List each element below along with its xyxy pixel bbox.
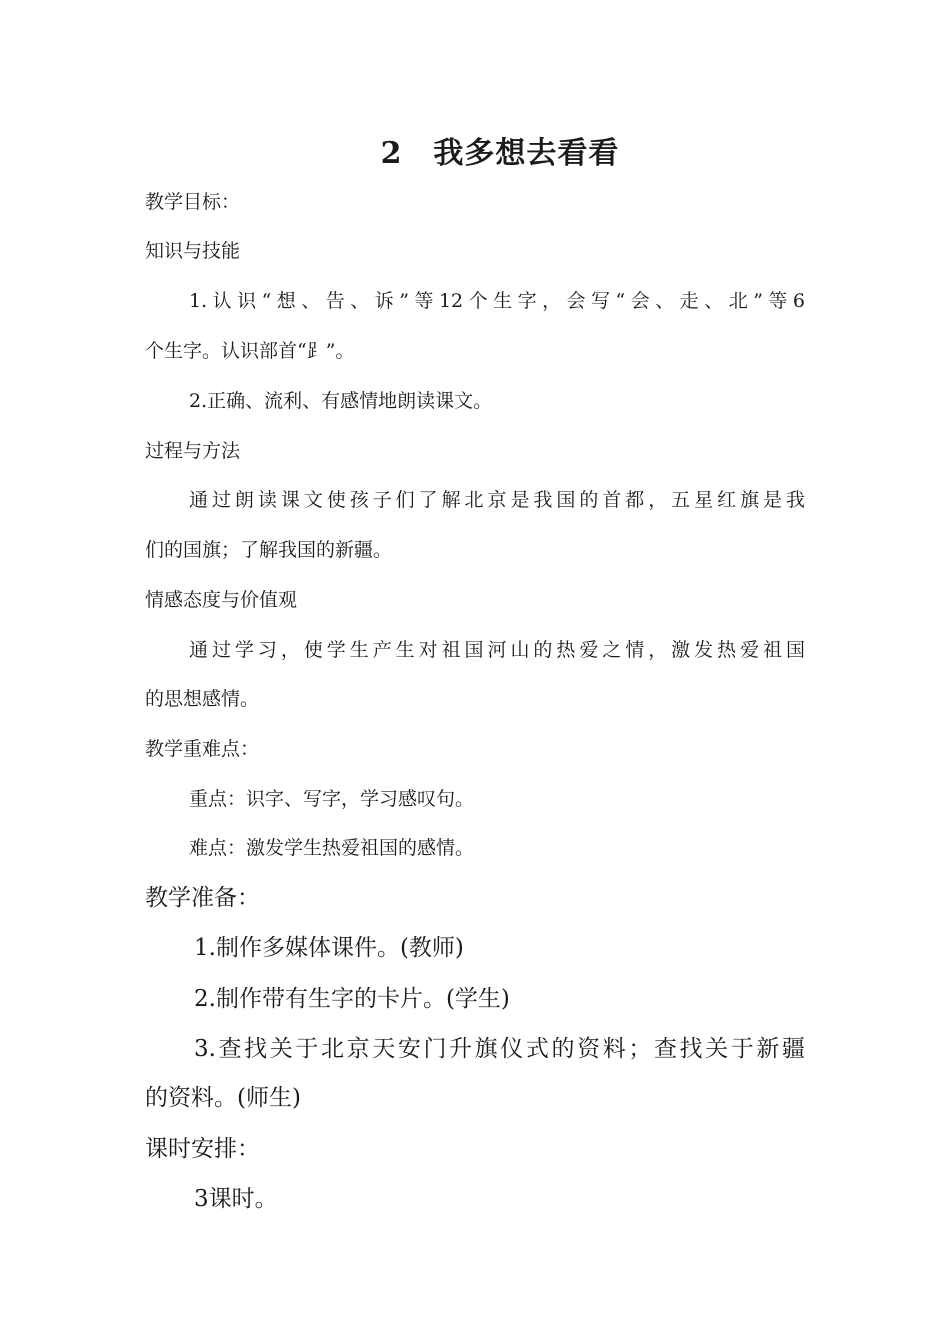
heading-process-methods: 过程与方法 xyxy=(145,440,241,462)
emotion-paragraph-line-2: 的思想感情。 xyxy=(145,688,260,710)
key-point: 重点：识字、写字，学习感叹句。 xyxy=(189,788,475,810)
difficult-point: 难点：激发学生热爱祖国的感情。 xyxy=(189,837,475,859)
heading-teaching-preparation: 教学准备： xyxy=(145,885,260,911)
heading-lesson-arrangement: 课时安排： xyxy=(145,1136,260,1162)
preparation-item-3-line-1: 3.查找关于北京天安门升旗仪式的资料；查找关于新疆 xyxy=(194,1036,805,1062)
heading-key-difficult-points: 教学重难点： xyxy=(145,738,260,760)
document-title: 2 我多想去看看 xyxy=(380,136,620,171)
preparation-item-2: 2.制作带有生字的卡片。(学生) xyxy=(194,986,510,1012)
process-paragraph-line-2: 们的国旗；了解我国的新疆。 xyxy=(145,539,393,561)
process-paragraph-line-1: 通过朗读课文使孩子们了解北京是我国的首都，五星红旗是我 xyxy=(189,489,805,511)
preparation-item-3-line-2: 的资料。(师生) xyxy=(145,1085,301,1111)
preparation-item-1: 1.制作多媒体课件。(教师) xyxy=(194,935,464,961)
goal-item-1-line-2: 个生字。认识部首“⻊”。 xyxy=(145,340,355,362)
lesson-count: 3课时。 xyxy=(194,1186,278,1212)
heading-emotion-values: 情感态度与价值观 xyxy=(145,589,298,611)
heading-teaching-goals: 教学目标： xyxy=(145,191,241,213)
goal-item-2: 2.正确、流利、有感情地朗读课文。 xyxy=(189,390,493,412)
emotion-paragraph-line-1: 通过学习，使学生产生对祖国河山的热爱之情，激发热爱祖国 xyxy=(189,639,805,661)
heading-knowledge-skills: 知识与技能 xyxy=(145,240,241,262)
goal-item-1-line-1: 1.认识“想、告、诉”等12个生字，会写“会、走、北”等6 xyxy=(189,290,805,312)
